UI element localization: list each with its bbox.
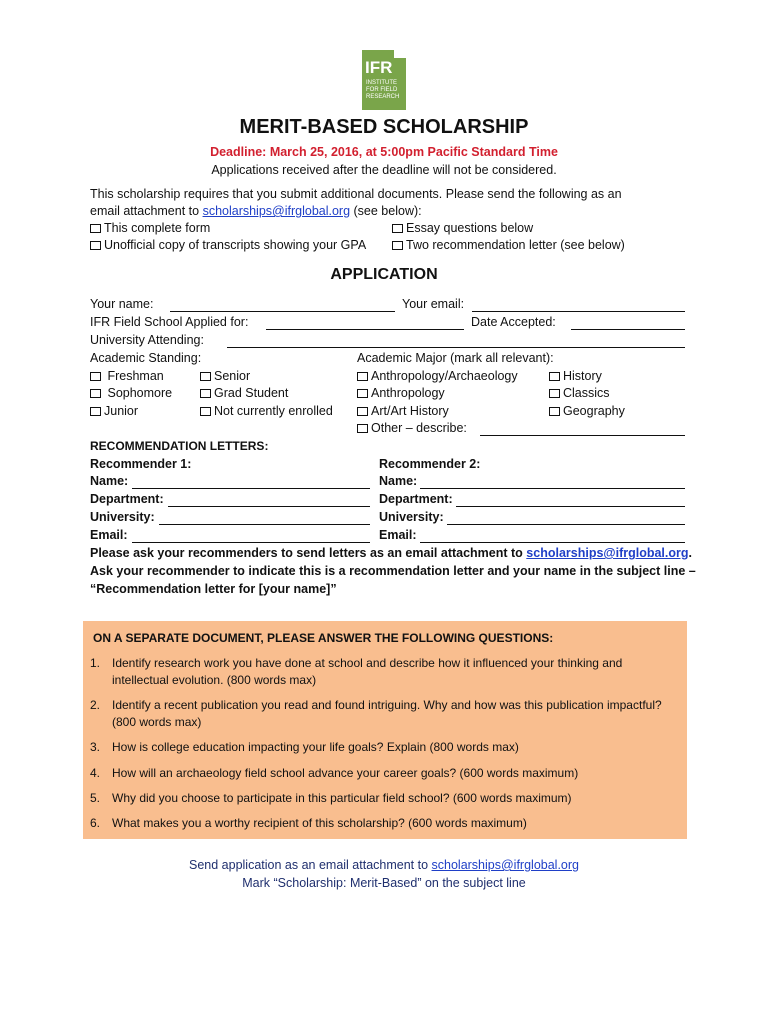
intro-line-2-post: (see below): [350, 204, 422, 218]
logo-subtext: INSTITUTE FOR FIELD RESEARCH [366, 80, 400, 100]
standing-not-enrolled[interactable]: Not currently enrolled [200, 404, 333, 418]
checkbox[interactable] [200, 407, 211, 416]
rec2-email-line[interactable] [420, 542, 685, 543]
checkbox[interactable] [549, 372, 560, 381]
rec1-department-line[interactable] [168, 506, 370, 507]
application-heading: APPLICATION [330, 266, 438, 283]
checkbox[interactable] [357, 372, 368, 381]
rec2-name-line[interactable] [420, 488, 685, 489]
rec2-department-line[interactable] [456, 506, 685, 507]
checklist-item-form[interactable]: This complete form [90, 221, 210, 235]
checkbox[interactable] [90, 372, 101, 381]
recommender-2-heading: Recommender 2: [379, 457, 481, 471]
checkbox[interactable] [549, 389, 560, 398]
your-email-line[interactable] [472, 311, 685, 312]
standing-senior[interactable]: Senior [200, 369, 250, 383]
academic-standing-label: Academic Standing: [90, 351, 202, 365]
intro-line-1: This scholarship requires that you submit additional documents. Please send the following as an [90, 187, 622, 201]
rec2-university-line[interactable] [447, 524, 685, 525]
major-geography[interactable]: Geography [549, 404, 625, 418]
footer-line-2: Mark “Scholarship: Merit-Based” on the subject line [242, 876, 526, 890]
intro-line-2-pre: email attachment to [90, 204, 203, 218]
your-name-line[interactable] [170, 311, 395, 312]
major-other-line[interactable] [480, 435, 685, 436]
standing-junior[interactable]: Junior [90, 404, 138, 418]
checkbox[interactable] [392, 241, 403, 250]
checkbox[interactable] [549, 407, 560, 416]
checkbox[interactable] [357, 424, 368, 433]
questions-box: ON A SEPARATE DOCUMENT, PLEASE ANSWER THE FOLLOWING QUESTIONS: 1. Identify research work you have done at school and describe how it influenced your thinking and intellectual evolution. (800 words max) 2. Identify a recent publication you read and found intriguing. Why and how was this publication impactful? (800 words max) 3. How is college education impacting your life goals? Explain (800 words max) 4. How will an archaeology field school advance your career goals? (600 words maximum) 5. Why did you choose to participate in this particular field school? (600 words maximum) 6. What makes you a worthy recipient of this scholarship? (600 words maximum) [83, 621, 687, 839]
major-anthropology[interactable]: Anthropology [357, 386, 445, 400]
checkbox[interactable] [90, 389, 101, 398]
your-email-label: Your email: [402, 297, 465, 311]
major-art-history[interactable]: Art/Art History [357, 404, 449, 418]
checklist-item-essay[interactable]: Essay questions below [392, 221, 533, 235]
rec2-name-label: Name: [379, 474, 418, 488]
intro-paragraph [90, 186, 690, 220]
rec1-email-label: Email: [90, 528, 128, 542]
rec2-university-label: University: [379, 510, 444, 524]
page-title: MERIT-BASED SCHOLARSHIP [239, 116, 529, 138]
checkbox[interactable] [200, 389, 211, 398]
checkbox[interactable] [357, 407, 368, 416]
checkbox[interactable] [200, 372, 211, 381]
rec1-email-line[interactable] [132, 542, 370, 543]
rec2-department-label: Department: [379, 492, 453, 506]
your-name-label: Your name: [90, 297, 154, 311]
checklist-item-recommendations[interactable]: Two recommendation letter (see below) [392, 238, 625, 252]
field-school-line[interactable] [266, 329, 464, 330]
standing-sophomore[interactable]: Sophomore [90, 386, 172, 400]
rec2-email-label: Email: [379, 528, 417, 542]
recommender-instructions-1: Please ask your recommenders to send letters as an email attachment to scholarships@ifrglobal.org. [90, 546, 692, 560]
logo-text: IFR [365, 58, 393, 77]
major-other[interactable]: Other – describe: [357, 421, 467, 435]
rec1-name-label: Name: [90, 474, 129, 488]
rec1-department-label: Department: [90, 492, 164, 506]
checkbox[interactable] [392, 224, 403, 233]
academic-major-label: Academic Major (mark all relevant): [357, 351, 554, 365]
university-attending-line[interactable] [227, 347, 685, 348]
recommender-instructions-3: “Recommendation letter for [your name]” [90, 582, 337, 596]
recommender-1-heading: Recommender 1: [90, 457, 192, 471]
scholarship-email-link[interactable]: scholarships@ifrglobal.org [202, 204, 351, 218]
deadline-text: Deadline: March 25, 2016, at 5:00pm Pacific Standard Time [210, 145, 558, 159]
rec1-university-line[interactable] [159, 524, 370, 525]
major-classics[interactable]: Classics [549, 386, 610, 400]
checkbox[interactable] [90, 224, 101, 233]
date-accepted-label: Date Accepted: [471, 315, 556, 329]
checklist-item-transcripts[interactable]: Unofficial copy of transcripts showing your GPA [90, 238, 366, 252]
checkbox[interactable] [90, 407, 101, 416]
rec1-name-line[interactable] [132, 488, 370, 489]
ifr-logo [362, 50, 406, 110]
checkbox[interactable] [90, 241, 101, 250]
date-accepted-line[interactable] [571, 329, 685, 330]
questions-heading: ON A SEPARATE DOCUMENT, PLEASE ANSWER THE FOLLOWING QUESTIONS: [93, 631, 554, 645]
footer-line-1: Send application as an email attachment to scholarships@ifrglobal.org [189, 858, 579, 872]
recommender-instructions-2: Ask your recommender to indicate this is a recommendation letter and your name in the subject line – [90, 564, 696, 578]
rec1-university-label: University: [90, 510, 155, 524]
standing-grad-student[interactable]: Grad Student [200, 386, 288, 400]
recommendation-email-link[interactable]: scholarships@ifrglobal.org [526, 546, 689, 560]
major-history[interactable]: History [549, 369, 602, 383]
university-attending-label: University Attending: [90, 333, 204, 347]
checkbox[interactable] [357, 389, 368, 398]
late-note: Applications received after the deadline will not be considered. [211, 163, 557, 177]
recommendation-heading: RECOMMENDATION LETTERS: [90, 439, 269, 453]
standing-freshman[interactable]: Freshman [90, 369, 164, 383]
footer-email-link[interactable]: scholarships@ifrglobal.org [431, 858, 579, 872]
major-anthro-archaeology[interactable]: Anthropology/Archaeology [357, 369, 518, 383]
field-school-label: IFR Field School Applied for: [90, 315, 249, 329]
